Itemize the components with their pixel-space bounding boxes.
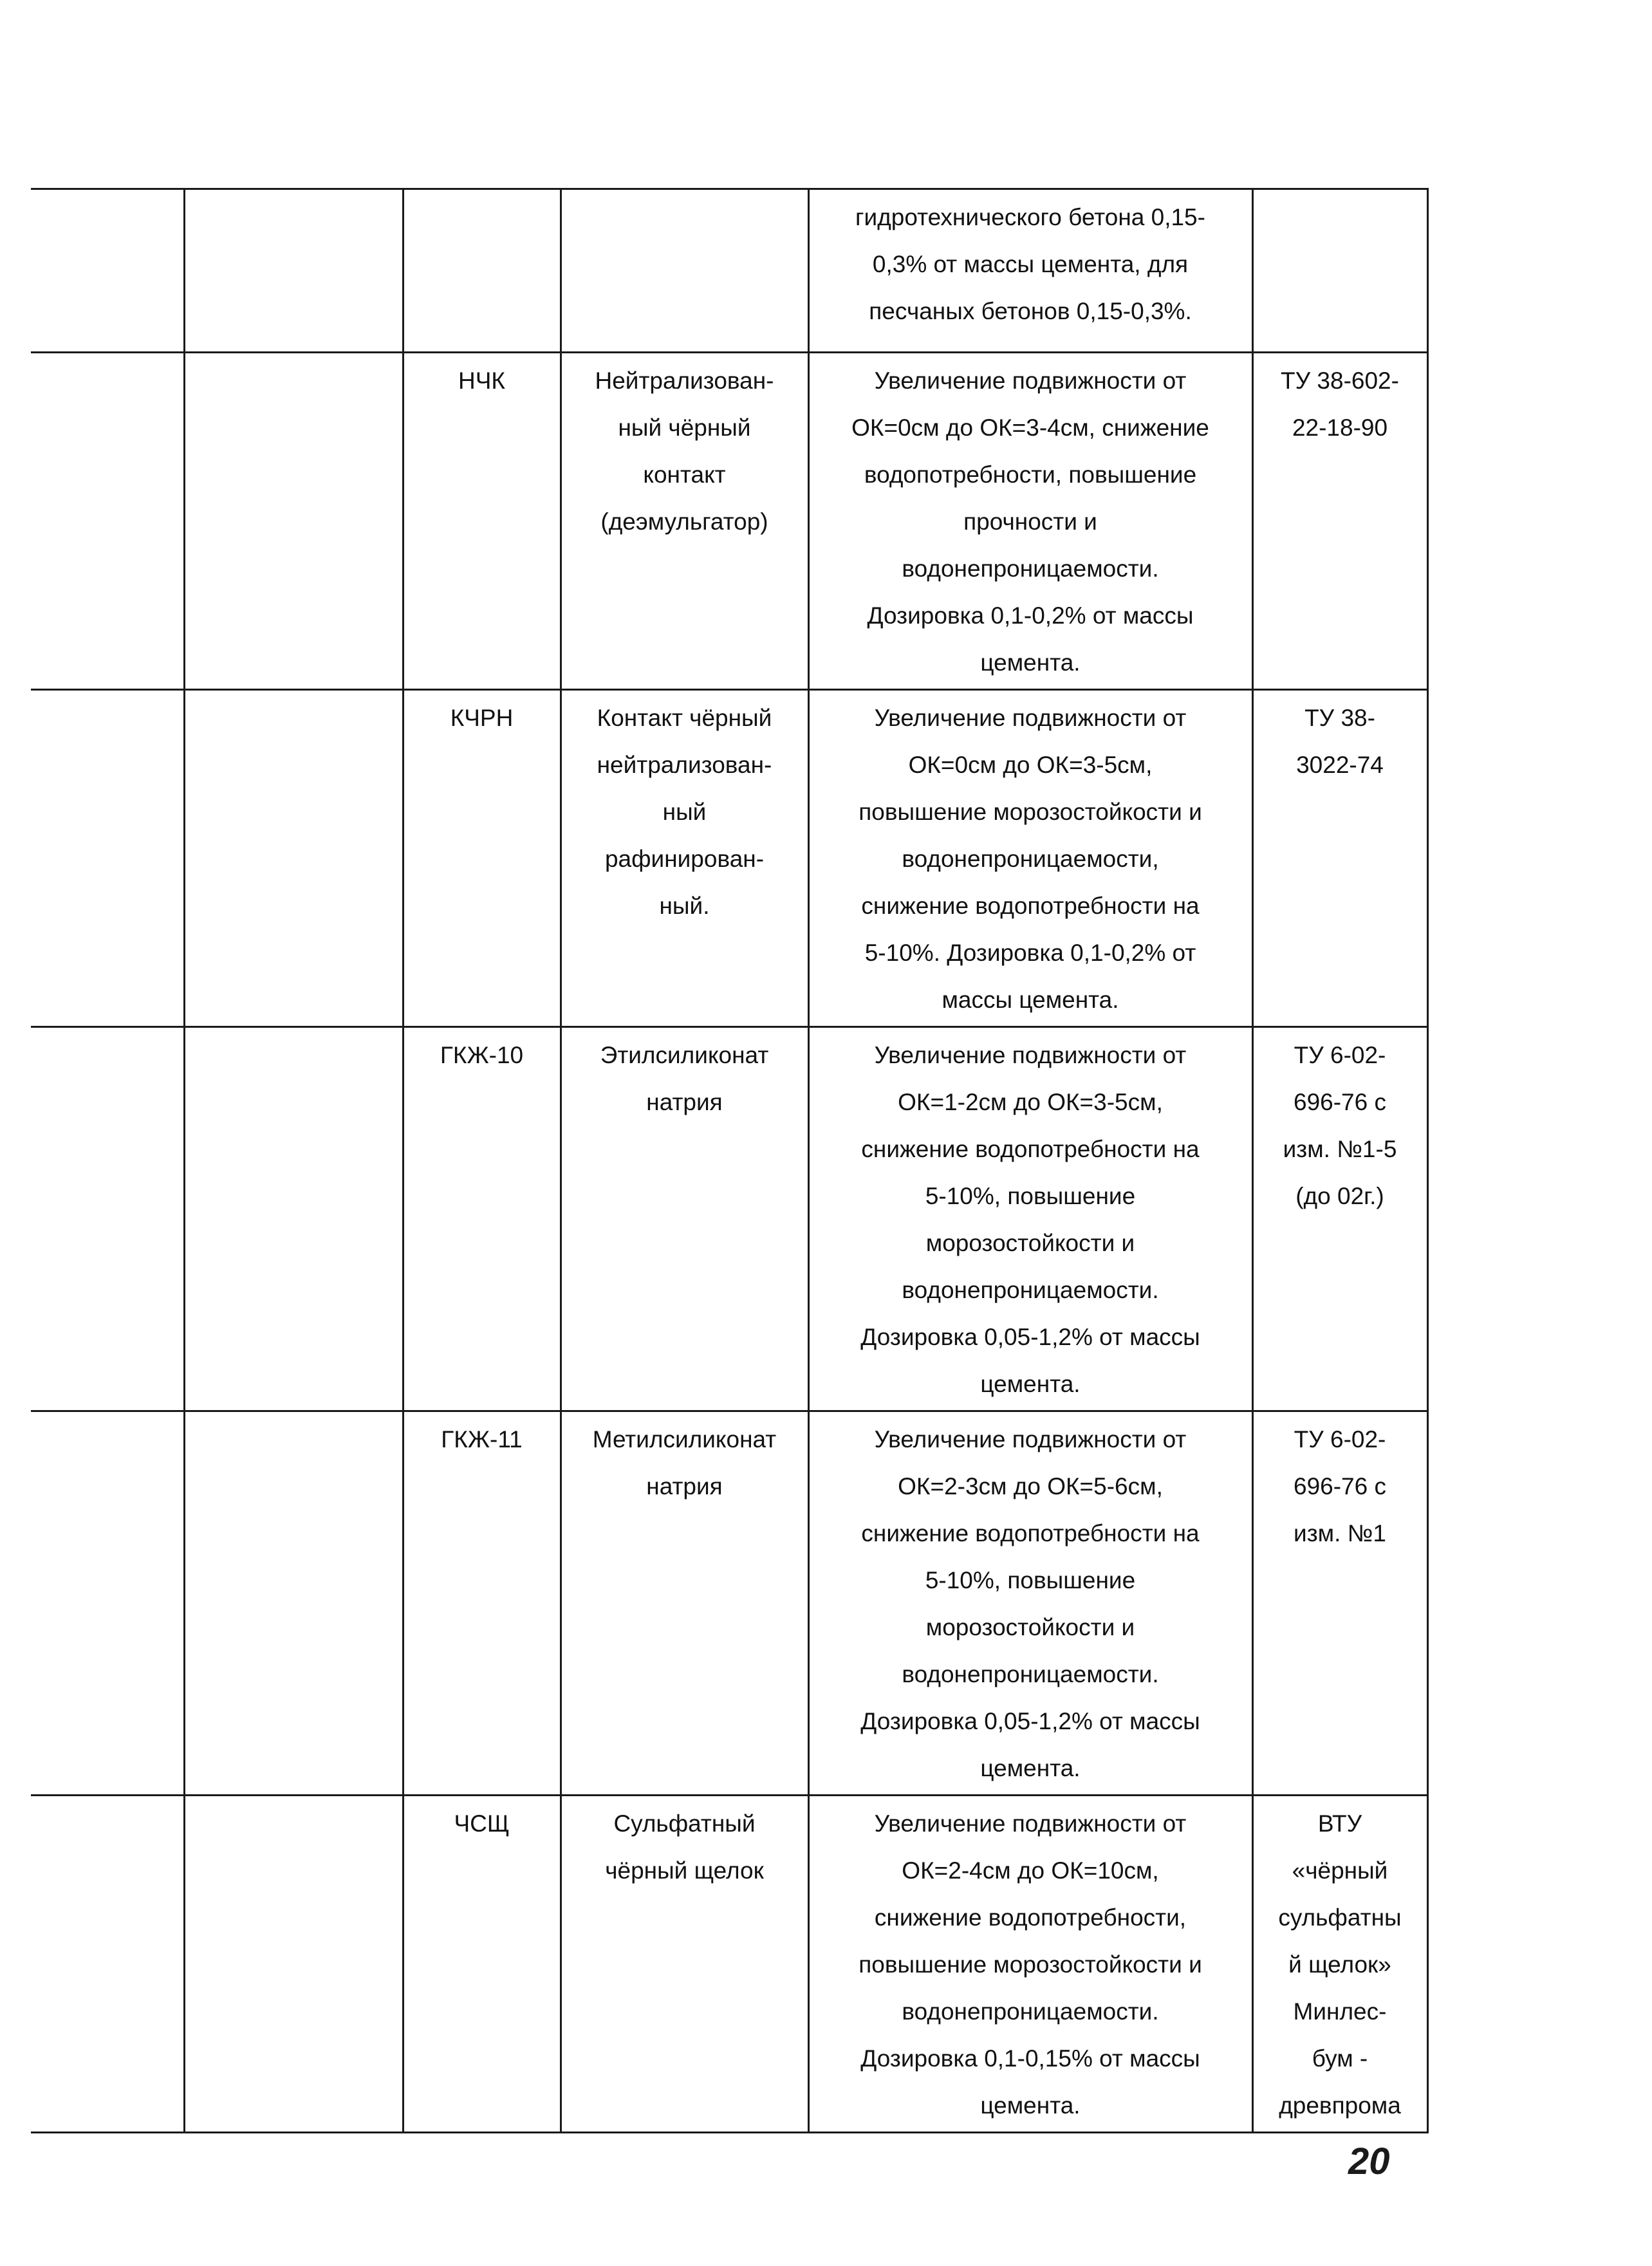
name-cell: Нейтрализован- ный чёрный контакт (деэмульгатор) — [561, 353, 808, 690]
table-row — [31, 1027, 1427, 1411]
empty-cell — [31, 1411, 184, 1796]
name-cell: Этилсиликонат натрия — [561, 1027, 808, 1411]
empty-cell — [184, 189, 403, 353]
description-cell: Увеличение подвижности от ОК=1-2см до ОК=3-5см, снижение водопотребности на 5-10%, повышение морозостойкости и водонепроницаемости. Дозировка 0,05-1,2% от массы цемента. — [808, 1027, 1252, 1411]
empty-cell — [184, 690, 403, 1027]
description-cell: Увеличение подвижности от ОК=0см до ОК=3-5см, повышение морозостойкости и водонепроницаемости, снижение водопотребности на 5-10%. Дозировка 0,1-0,2% от массы цемента. — [808, 690, 1252, 1027]
description-cell: Увеличение подвижности от ОК=2-4см до ОК=10см, снижение водопотребности, повышение морозостойкости и водонепроницаемости. Дозировка 0,1-0,15% от массы цемента. — [808, 1796, 1252, 2133]
standard-cell: ТУ 38- 3022-74 — [1252, 690, 1427, 1027]
empty-cell — [31, 189, 184, 353]
empty-cell — [184, 1027, 403, 1411]
empty-cell — [184, 1796, 403, 2133]
table-row — [31, 1796, 1427, 2133]
standard-cell: ТУ 6-02- 696-76 с изм. №1-5 (до 02г.) — [1252, 1027, 1427, 1411]
table-row — [31, 353, 1427, 690]
code-cell: ЧСЩ — [403, 1796, 561, 2133]
standard-cell: ТУ 38-602- 22-18-90 — [1252, 353, 1427, 690]
code-cell: НЧК — [403, 353, 561, 690]
standard-cell: ТУ 6-02- 696-76 с изм. №1 — [1252, 1411, 1427, 1796]
table-row — [31, 1411, 1427, 1796]
empty-cell — [184, 353, 403, 690]
description-cell: Увеличение подвижности от ОК=2-3см до ОК=5-6см, снижение водопотребности на 5-10%, повышение морозостойкости и водонепроницаемости. Дозировка 0,05-1,2% от массы цемента. — [808, 1411, 1252, 1796]
name-cell: Контакт чёрный нейтрализован- ный рафинирован- ный. — [561, 690, 808, 1027]
standard-cell — [1252, 189, 1427, 353]
empty-cell — [31, 690, 184, 1027]
description-cell: Увеличение подвижности от ОК=0см до ОК=3-4см, снижение водопотребности, повышение прочности и водонепроницаемости. Дозировка 0,1-0,2% от массы цемента. — [808, 353, 1252, 690]
code-cell: КЧРН — [403, 690, 561, 1027]
table-row — [31, 690, 1427, 1027]
empty-cell — [184, 1411, 403, 1796]
name-cell: Метилсиликонат натрия — [561, 1411, 808, 1796]
empty-cell — [31, 353, 184, 690]
code-cell: ГКЖ-10 — [403, 1027, 561, 1411]
empty-cell — [31, 1027, 184, 1411]
name-cell: Сульфатный чёрный щелок — [561, 1796, 808, 2133]
name-cell — [561, 189, 808, 353]
code-cell: ГКЖ-11 — [403, 1411, 561, 1796]
empty-cell — [31, 1796, 184, 2133]
table-row — [31, 189, 1427, 353]
page-number: 20 — [1348, 2141, 1390, 2182]
description-cell: гидротехнического бетона 0,15- 0,3% от массы цемента, для песчаных бетонов 0,15-0,3%. — [808, 189, 1252, 353]
standard-cell: ВТУ «чёрный сульфатны й щелок» Минлес- бум - древпрома — [1252, 1796, 1427, 2133]
additives-table — [31, 188, 1429, 2133]
code-cell — [403, 189, 561, 353]
